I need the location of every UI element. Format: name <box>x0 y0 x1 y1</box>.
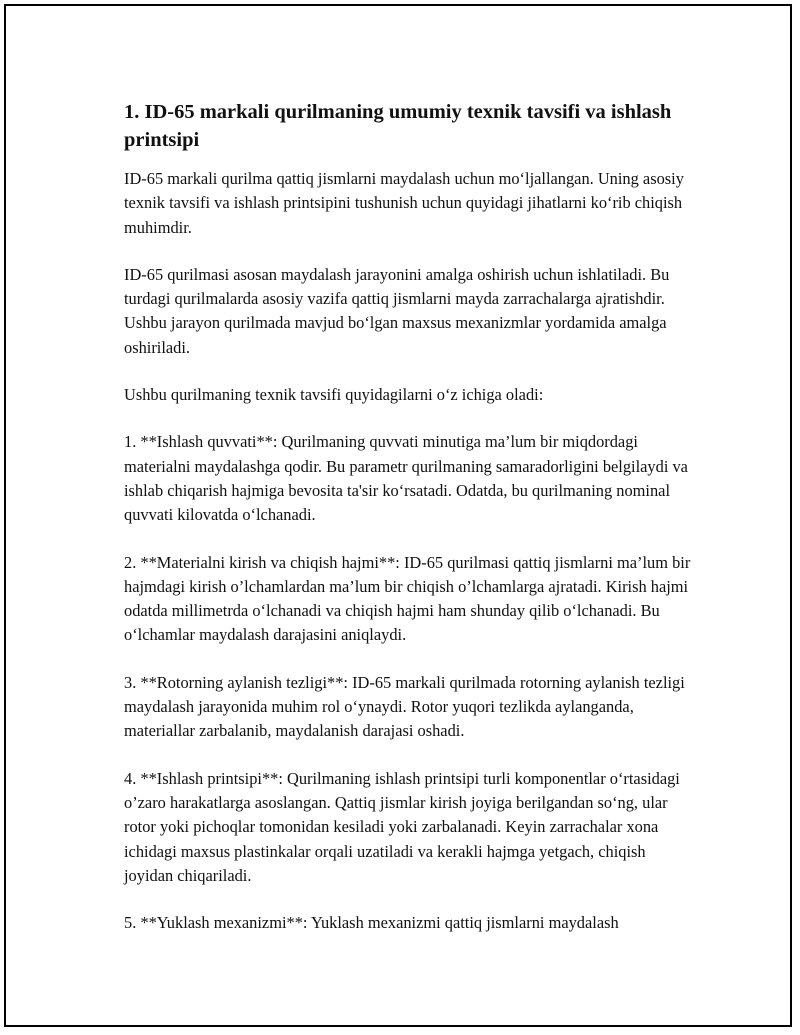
paragraph-intro: ID-65 markali qurilma qattiq jismlarni maydalash uchun mo‘ljallangan. Uning asosiy texnik tavsifi va ishlash printsipini tushunish uchun quyidagi jihatlarni ko‘rib chiqish muhimdir. <box>124 169 684 237</box>
list-item-working-principle: 4. **Ishlash printsipi**: Qurilmaning ishlash printsipi turli komponentlar o‘rtasidagi o’zaro harakatlarga asoslangan. Qattiq jismlar kirish joyiga berilgandan so‘ng, ular rotor yoki pichoqlar tomonidan kesiladi yoki zarbalanadi. Keyin zarrachalar xona ichidagi maxsus plastinkalar orqali uzatiladi va kerakli hajmga yetgach, chiqish joyidan chiqariladi. <box>124 768 680 885</box>
list-item-power: 1. **Ishlash quvvati**: Qurilmaning quvvati minutiga ma’lum bir miqdordagi materialni maydalashga qodir. Bu parametr qurilmaning samaradorligini belgilaydi va ishlab chiqarish hajmiga bevosita ta'sir ko‘rsatadi. Odatda, bu qurilmaning nominal quvvati kilovatda o‘lchanadi. <box>124 432 688 525</box>
section-heading: 1. ID-65 markali qurilmaning umumiy texnik tavsifi va ishlash printsipi <box>124 101 672 151</box>
list-item-rotor-speed: 3. **Rotorning aylanish tezligi**: ID-65 markali qurilmada rotorning aylanish tezligi maydalash jarayonida muhim rol o‘ynaydi. Rotor yuqori tezlikda aylanganda, materiallar zarbalanib, maydalanish darajasi oshadi. <box>124 672 685 741</box>
document-body <box>124 98 694 958</box>
paragraph-purpose: ID-65 qurilmasi asosan maydalash jarayonini amalga oshirish uchun ishlatiladi. Bu turdagi qurilmalarda asosiy vazifa qattiq jismlarni mayda zarrachalarga ajratishdir. Ushbu jarayon qurilmada mavjud bo‘lgan maxsus mexanizmlar yordamida amalga oshiriladi. <box>124 264 670 357</box>
paragraph-list-intro: Ushbu qurilmaning texnik tavsifi quyidagilarni o‘z ichiga oladi: <box>124 385 544 405</box>
list-item-input-output: 2. **Materialni kirish va chiqish hajmi**: ID-65 qurilmasi qattiq jismlarni ma’lum bir hajmdagi kirish o’lchamlardan ma’lum bir chiqish o’lchamlarga ajratadi. Kirish hajmi odatda millimetrda o‘lchanadi va chiqish hajmi ham shunday qilib o‘lchanadi. Bu o‘lchamlar maydalash darajasini aniqlaydi. <box>124 552 691 645</box>
list-item-loading-mechanism: 5. **Yuklash mexanizmi**: Yuklash mexanizmi qattiq jismlarni maydalash <box>124 913 619 933</box>
page-frame <box>4 4 792 1027</box>
